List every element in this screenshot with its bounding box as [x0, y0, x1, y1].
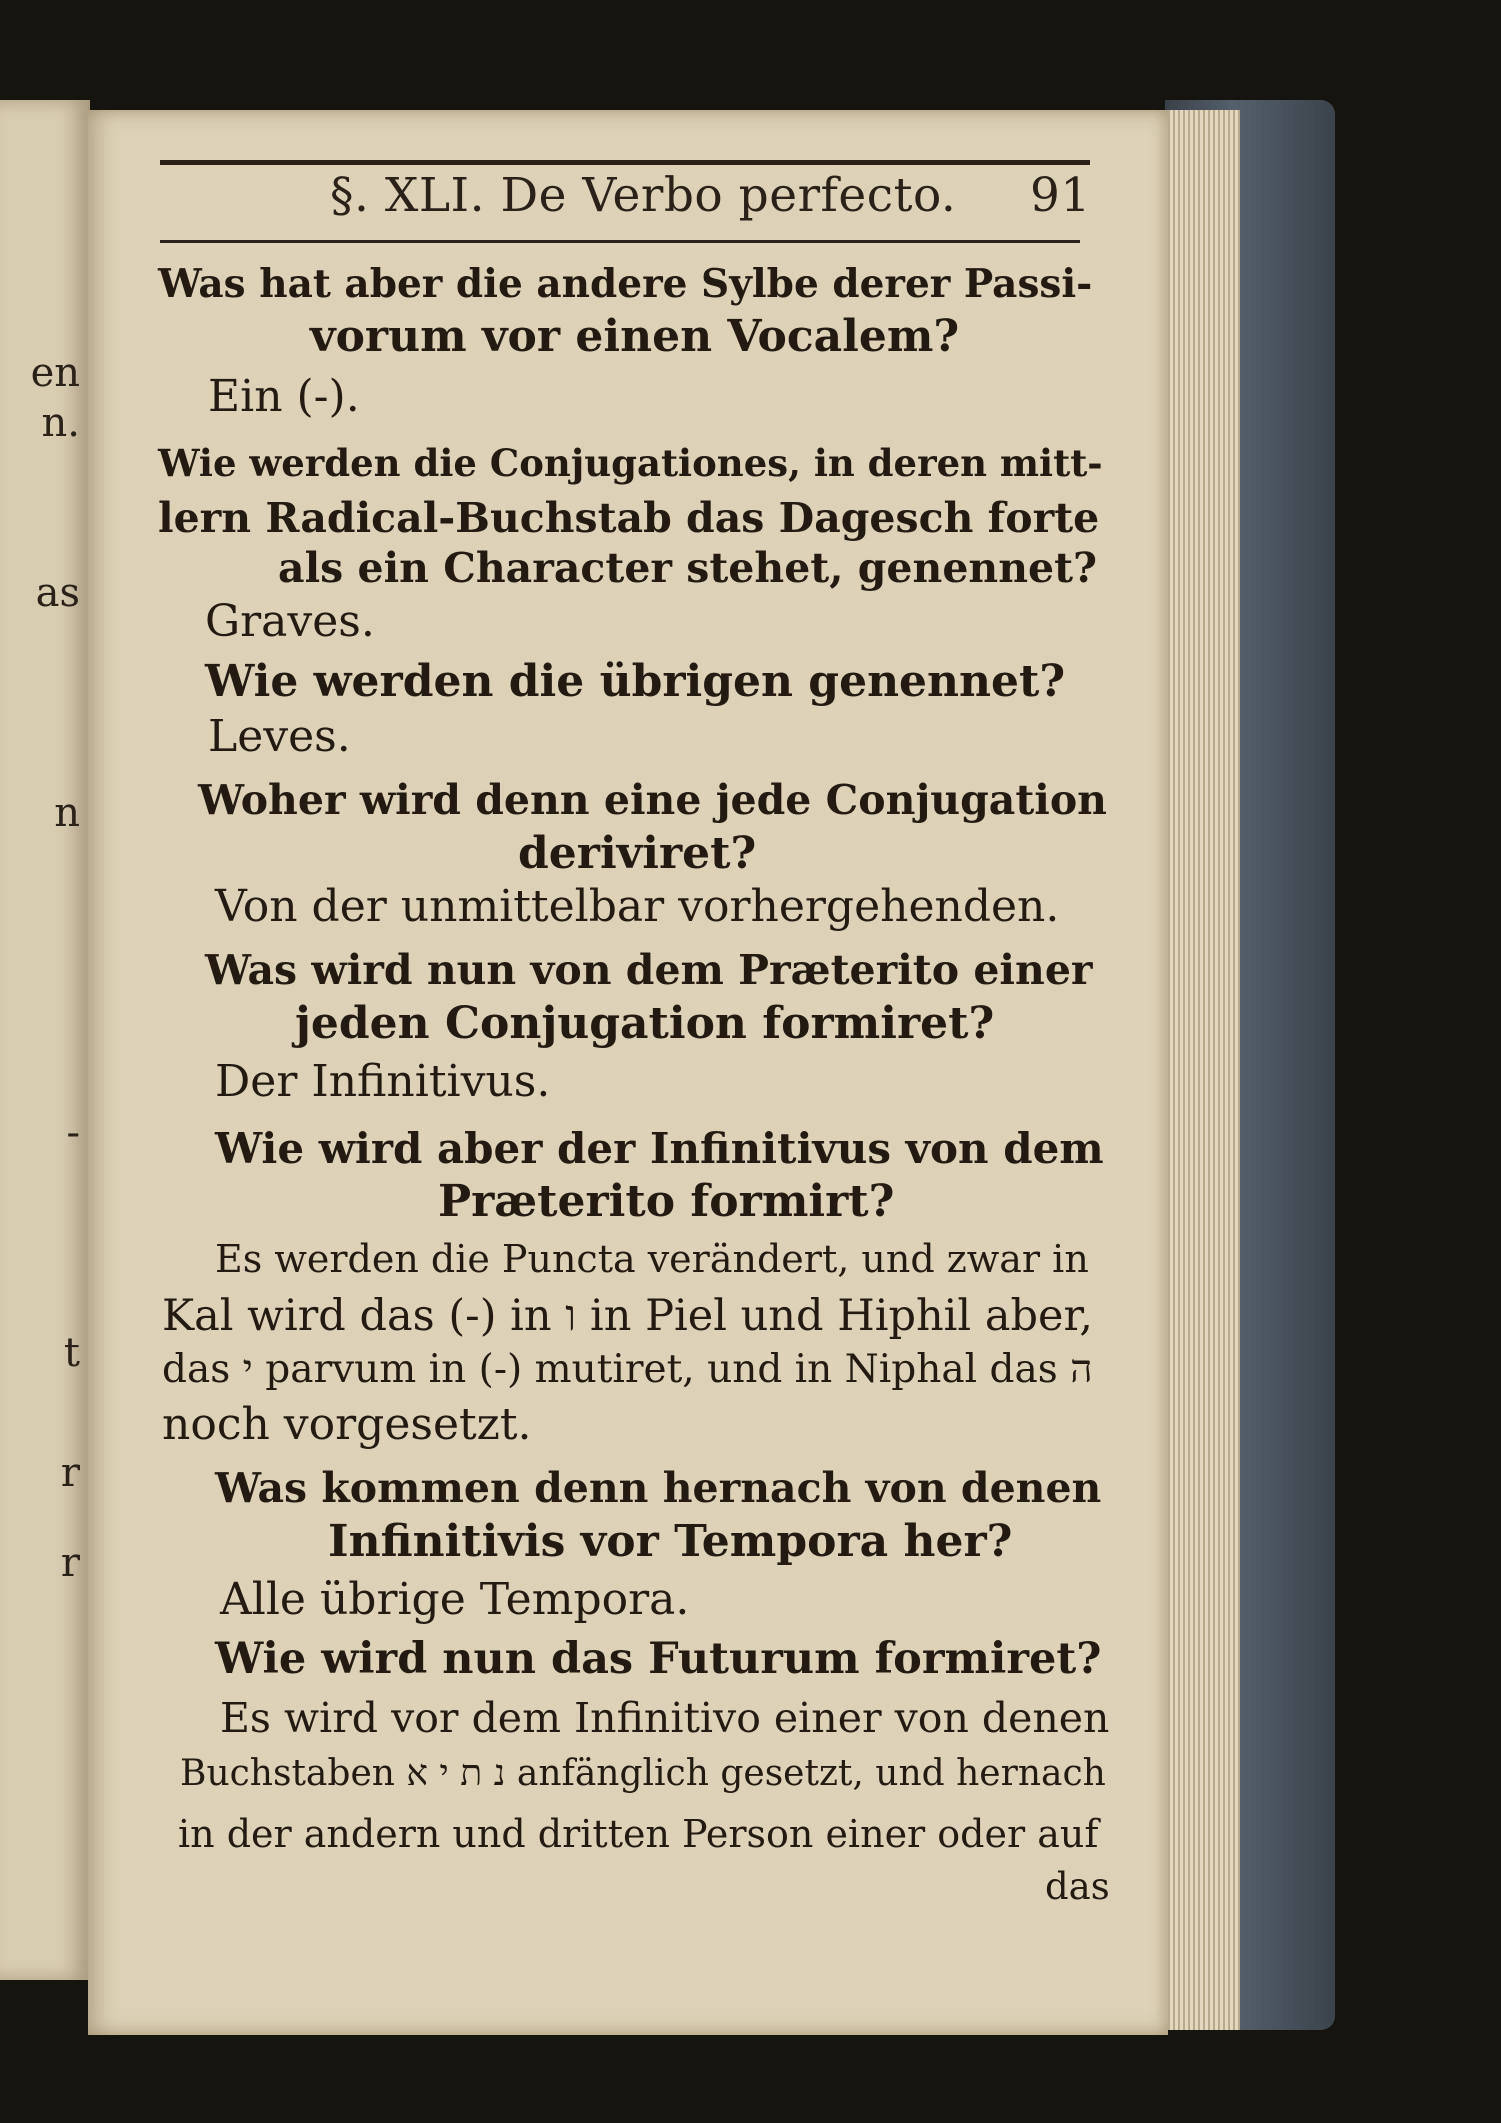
text-line: vorum vor einen Vocalem?	[310, 311, 960, 362]
text-line: Woher wird denn eine jede Conjugation	[198, 776, 1107, 824]
left-page-fragment: n	[54, 790, 80, 836]
left-page-fragment: -	[66, 1110, 80, 1156]
text-line: Kal wird das (-) in ו in Piel und Hiphil aber,	[162, 1291, 1093, 1341]
text-line: Infinitivis vor Tempora her?	[328, 1516, 1013, 1567]
text-line: Was hat aber die andere Sylbe derer Passi-	[158, 261, 1093, 307]
text-line: Was kommen denn hernach von denen	[215, 1464, 1102, 1512]
text-line: Alle übrige Tempora.	[220, 1574, 690, 1625]
text-line: Præterito formirt?	[438, 1176, 895, 1227]
text-line: Es wird vor dem Infinitivo einer von denen	[220, 1694, 1110, 1742]
text-line: Es werden die Puncta verändert, und zwar in	[215, 1237, 1089, 1281]
running-title: §. XLI. De Verbo perfecto.	[330, 168, 957, 223]
text-line: Wie wird aber der Infinitivus von dem	[215, 1124, 1104, 1173]
text-line: Der Infinitivus.	[215, 1056, 551, 1107]
page-edges	[1160, 110, 1240, 2030]
page-number: 91	[1030, 168, 1091, 223]
text-line: Leves.	[208, 711, 351, 762]
left-page-fragment: n.	[41, 400, 80, 446]
text-line: lern Radical-Buchstab das Dagesch forte	[158, 494, 1100, 542]
left-page	[0, 100, 90, 1980]
text-line: Wie wird nun das Futurum formiret?	[215, 1634, 1102, 1684]
left-page-fragment: en	[30, 350, 80, 396]
header-underline	[160, 240, 1080, 243]
text-line: Wie werden die Conjugationes, in deren mitt-	[158, 441, 1103, 485]
text-line: jeden Conjugation formiret?	[295, 998, 995, 1049]
header-rule	[160, 160, 1090, 165]
text-line: das י parvum in (-) mutiret, und in Niphal das ה	[162, 1347, 1093, 1392]
text-line: Wie werden die übrigen genennet?	[205, 656, 1066, 707]
left-page-fragment: as	[35, 570, 80, 616]
text-line: deriviret?	[518, 828, 757, 879]
text-line: noch vorgesetzt.	[162, 1399, 532, 1450]
text-line: Graves.	[205, 596, 375, 647]
left-page-fragment: r	[60, 1450, 80, 1496]
text-line: Ein (-).	[208, 371, 360, 422]
text-line: Buchstaben נ ת י א anfänglich gesetzt, und hernach	[180, 1753, 1106, 1794]
text-line: Von der unmittelbar vorhergehenden.	[215, 881, 1060, 932]
left-page-fragment: r	[60, 1540, 80, 1586]
text-line: als ein Character stehet, genennet?	[278, 544, 1098, 592]
left-page-fragment: t	[63, 1330, 80, 1376]
text-line: Was wird nun von dem Præterito einer	[205, 946, 1093, 994]
text-line: in der andern und dritten Person einer oder auf	[178, 1812, 1099, 1856]
catchword: das	[1045, 1865, 1110, 1908]
